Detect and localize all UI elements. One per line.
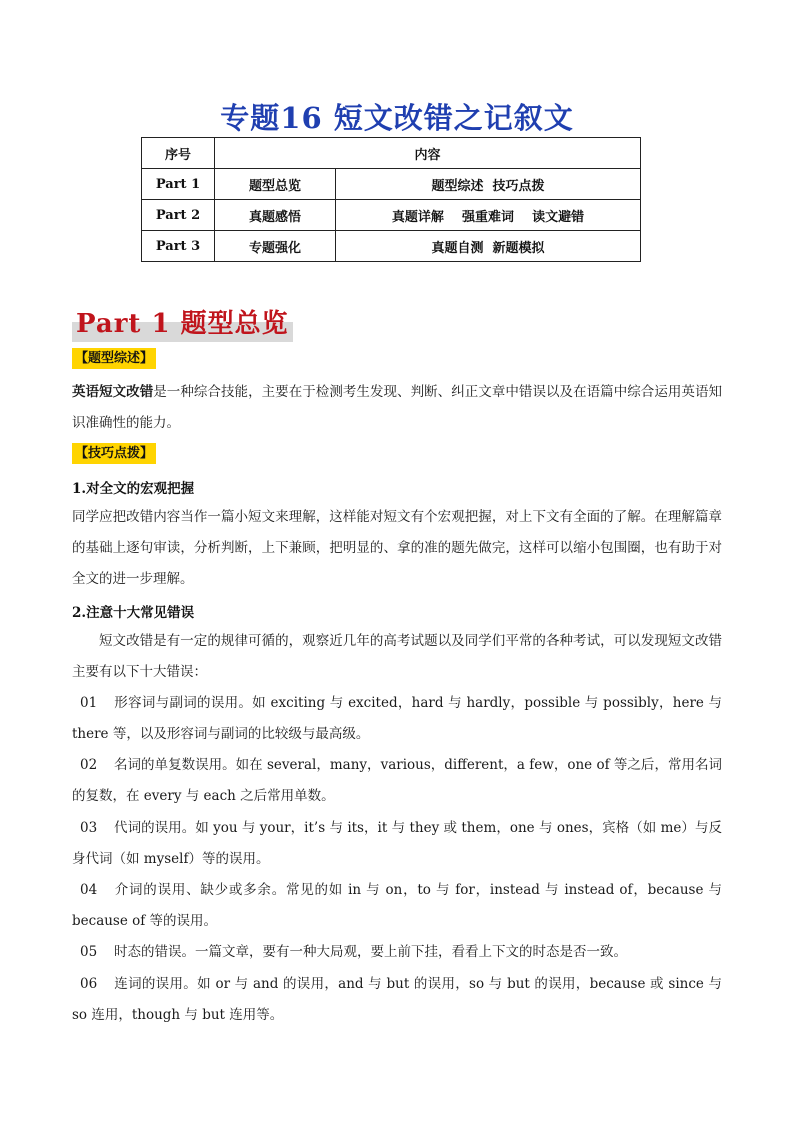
overview-paragraph	[72, 377, 722, 439]
contents-table	[141, 137, 641, 262]
part1-heading: Part 1 题型总览	[72, 306, 293, 342]
item-number: 04	[80, 882, 98, 898]
list-item	[72, 969, 722, 1031]
tip1-title: 1.对全文的宏观把握	[72, 481, 195, 497]
row-name: 真题感悟	[215, 200, 336, 231]
row-content: 真题自测 新题模拟	[336, 231, 641, 262]
table-row	[142, 169, 641, 200]
overview-bold: 英语短文改错	[72, 384, 154, 400]
item-text: 连词的误用。如 or 与 and 的误用，and 与 but 的误用，so 与 but 的误用，because 或 since 与 so 连用，though 与 but 连用等。	[72, 976, 722, 1023]
list-item	[72, 937, 722, 968]
row-name: 专题强化	[215, 231, 336, 262]
document-title: 专题16 短文改错之记叙文	[220, 101, 574, 135]
item-number: 05	[80, 944, 98, 960]
list-item	[72, 750, 722, 812]
table-row	[142, 200, 641, 231]
item-number: 03	[80, 820, 98, 836]
header-cell-content: 内容	[215, 138, 641, 169]
row-content: 真题详解 强重难词 读文避错	[336, 200, 641, 231]
row-part: Part 3	[142, 231, 215, 262]
tip1-paragraph: 同学应把改错内容当作一篇小短文来理解，这样能对短文有个宏观把握，对上下文有全面的了解。在理解篇章的基础上逐句审读，分析判断，上下兼顾，把明显的、拿的准的题先做完，这样可以缩小包围圈，也有助于对全文的进一步理解。	[72, 509, 722, 587]
item-text: 形容词与副词的误用。如 exciting 与 excited，hard 与 hardly，possible 与 possibly，here 与 there 等，以及形容词与副词的比较级与最高级。	[72, 695, 722, 742]
header-cell-index: 序号	[142, 138, 215, 169]
item-number: 01	[80, 695, 98, 711]
row-content: 题型综述 技巧点拨	[336, 169, 641, 200]
row-part: Part 1	[142, 169, 215, 200]
item-text: 代词的误用。如 you 与 your，it’s 与 its，it 与 they 或 them，one 与 ones，宾格（如 me）与反身代词（如 myself）等的误用。	[72, 820, 722, 867]
item-number: 02	[80, 757, 98, 773]
row-name: 题型总览	[215, 169, 336, 200]
tip2-intro: 短文改错是有一定的规律可循的，观察近几年的高考试题以及同学们平常的各种考试，可以发现短文改错主要有以下十大错误：	[72, 633, 722, 680]
list-item	[72, 813, 722, 875]
item-text: 名词的单复数误用。如在 several，many，various，different，a few，one of 等之后，常用名词的复数，在 every 与 each 之后常用单数。	[72, 757, 722, 804]
tag-tips: 【技巧点拨】	[72, 443, 156, 464]
item-text: 时态的错误。一篇文章，要有一种大局观，要上前下挂，看看上下文的时态是否一致。	[114, 944, 627, 960]
table-header-row	[142, 138, 641, 169]
item-number: 06	[80, 976, 98, 992]
tag-overview: 【题型综述】	[72, 348, 156, 369]
list-item	[72, 875, 722, 937]
table-row	[142, 231, 641, 262]
list-item	[72, 688, 722, 750]
tip2-title: 2.注意十大常见错误	[72, 605, 195, 621]
overview-text: 是一种综合技能，主要在于检测考生发现、判断、纠正文章中错误以及在语篇中综合运用英语知识准确性的能力。	[72, 384, 723, 431]
item-text: 介词的误用、缺少或多余。常见的如 in 与 on，to 与 for，instead 与 instead of，because 与 because of 等的误用。	[72, 882, 722, 929]
row-part: Part 2	[142, 200, 215, 231]
